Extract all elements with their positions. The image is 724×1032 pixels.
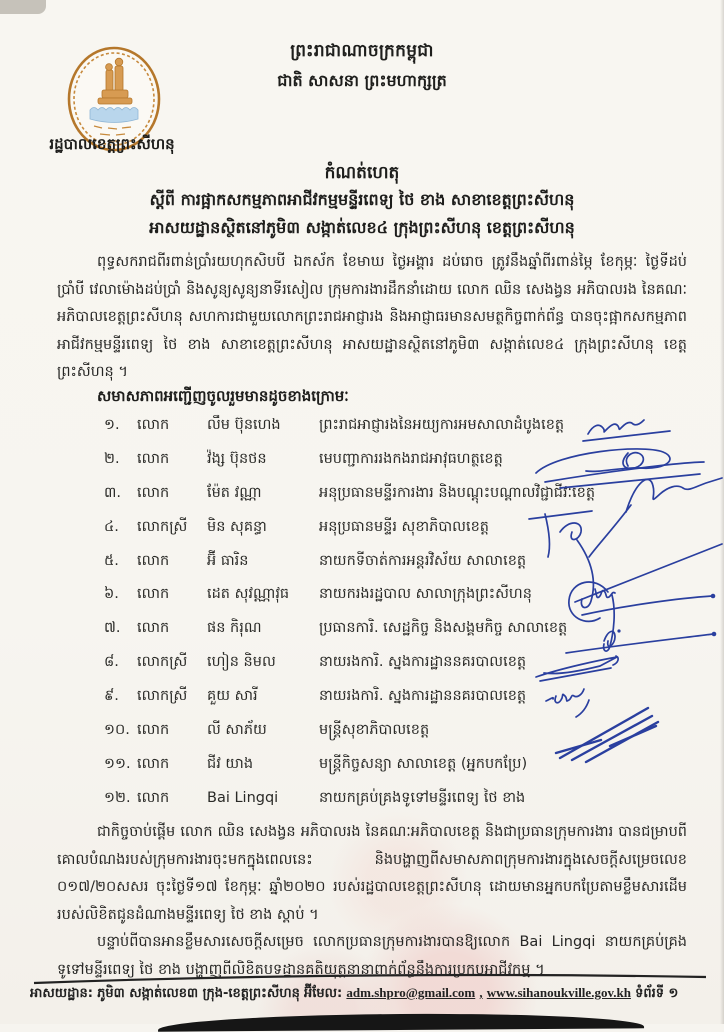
attendee-position: មន្ត្រីសុខាភិបាលខេត្ត bbox=[319, 722, 430, 739]
issuer-name: រដ្ឋបាលខេត្តព្រះសីហនុ bbox=[49, 135, 175, 153]
attendee-honorific: លោក bbox=[137, 755, 170, 772]
attendee-position: អនុប្រធានមន្ទីរការងារ និងបណ្តុះបណ្តាលវិជ្ជាជីវៈខេត្ត bbox=[319, 484, 596, 501]
subject-line1: ស្តីពី ការផ្អាកសកម្មភាពអាជីវកម្មមន្ទីរពេទ្យ ថៃ ខាង សាខាខេត្តព្រះសីហនុ bbox=[149, 190, 575, 209]
opening-paragraph: ពុទ្ធសករាជពីរពាន់ប្រាំរយហុកសិបបី ឯកស័ក ខែមាឃ ថ្ងៃអង្គារ ដប់រោច ត្រូវនឹងឆ្នាំពីរពាន់ម្ភៃ ខែកុម្ភៈ ថ្ងៃទីដប់ប្រាំបី វេលាម៉ោងដប់ប្រាំ និងសូន្យសូន្យនាទីរសៀល ក្រុមការងារដឹកនាំដោយ លោក ឈិន សេងង្វន អភិបាលរង នៃគណៈអភិបាលខេត្តព្រះសីហនុ សហការជាមួយលោកព្រះរាជអាជ្ញារង និងអាជ្ញាធរមានសមត្ថកិច្ចពាក់ព័ន្ធ បានចុះផ្អាកសកម្មភាពអាជីវកម្មមន្ទីរពេទ្យ ថៃ ខាង សាខាខេត្តព្រះសីហនុ អាសយដ្ឋានស្ថិតនៅភូមិ៣ សង្កាត់លេខ៤ ក្រុងព្រះសីហនុ ខេត្តព្រះសីហនុ ។ bbox=[57, 254, 687, 380]
attendee-number: ១០. bbox=[104, 722, 130, 739]
attendee-position: នាយកគ្រប់គ្រងទូទៅមន្ទីរពេទ្យ ថៃ ខាង bbox=[319, 789, 526, 806]
attendee-number: ១. bbox=[104, 417, 120, 433]
attendee-position: នាយកទីចាត់ការអន្តរវិស័យ សាលាខេត្ត bbox=[319, 552, 527, 569]
attendee-name: គួយ សារី bbox=[207, 688, 258, 705]
attendee-number: ៧. bbox=[104, 620, 121, 637]
attendee-name: វ៉ង្ស ប៊ុនថន bbox=[207, 450, 267, 467]
attendee-number: ៨. bbox=[104, 654, 119, 671]
website-text: www.sihanoukville.gov.kh bbox=[486, 985, 631, 1000]
subject-line2: អាសយដ្ឋានស្ថិតនៅភូមិ៣ សង្កាត់លេខ៤ ក្រុងព្រះសីហនុ ខេត្តព្រះសីហនុ bbox=[149, 218, 575, 237]
attendee-number: ៥. bbox=[104, 552, 119, 569]
attendee-number: ៣. bbox=[104, 484, 121, 501]
attendee-name: មិន សុគន្ធា bbox=[207, 518, 267, 535]
attendee-number: ២. bbox=[104, 450, 120, 467]
attendee-honorific: លោកស្រី bbox=[137, 654, 188, 671]
address-text: ភូមិ៣ សង្កាត់លេខ៣ ក្រុង-ខេត្តព្រះសីហនុ bbox=[97, 986, 300, 1001]
email-label: អ៊ីមែល: bbox=[304, 986, 343, 1001]
attendee-name: ផន កិរុណ bbox=[207, 620, 262, 637]
attendee-position: មេបញ្ជាការរងកងរាជអាវុធហត្ថខេត្ត bbox=[319, 450, 503, 467]
attendee-name: ម៉ែត វណ្ណា bbox=[207, 484, 262, 501]
page-number: ទំព័រទី ១ bbox=[635, 986, 679, 1001]
attendee-honorific: លោក bbox=[137, 722, 170, 739]
attendee-number: ១១. bbox=[104, 755, 131, 772]
separator-comma: , bbox=[479, 985, 483, 1000]
document-type-title: កំណត់ហេតុ bbox=[324, 163, 400, 183]
attendee-name: អ៊ី ធារិន bbox=[207, 552, 249, 569]
kingdom-motto-line1: ព្រះរាជាណាចក្រកម្ពុជា bbox=[290, 41, 434, 61]
attendee-number: ៩. bbox=[104, 688, 119, 705]
email-text: adm.shpro@gmail.com bbox=[346, 985, 476, 1000]
attendee-position: អនុប្រធានមន្ទីរ សុខាភិបាលខេត្ត bbox=[319, 518, 489, 535]
attendee-honorific: លោក bbox=[137, 586, 170, 603]
footer bbox=[30, 985, 706, 1004]
kingdom-motto-line2: ជាតិ សាសនា ព្រះមហាក្សត្រ bbox=[277, 71, 447, 90]
attendee-honorific: លោក bbox=[137, 417, 170, 433]
attendee-honorific: លោក bbox=[137, 552, 170, 569]
attendee-honorific: លោក bbox=[137, 620, 170, 637]
attendee-name: Bai Lingqi bbox=[207, 789, 279, 806]
attendee-position: នាយរងការិ. ស្នងការដ្ឋាននគរបាលខេត្ត bbox=[319, 688, 527, 705]
attendee-number: ៤. bbox=[104, 518, 119, 535]
attendee-number: ១២. bbox=[104, 789, 131, 806]
attendee-honorific: លោក bbox=[137, 450, 170, 467]
attendee-honorific: លោកស្រី bbox=[137, 688, 188, 705]
attendees-intro: សមាសភាពអញ្ជើញចូលរួមមានដូចខាងក្រោមៈ bbox=[97, 387, 349, 405]
attendee-name: លី សាភ័យ bbox=[207, 722, 267, 739]
closing-paragraph: បន្ទាប់ពីបានអានខ្លឹមសារសេចក្តីសម្រេច លោកប្រធានក្រុមការងារបានឱ្យលោក Bai Lingqi នាយកគ្រប់គ្រងទូទៅមន្ទីរពេទ្យ ថៃ ខាង បង្ហាញពីលិខិតបទដ្ឋានគតិយុត្តនានាពាក់ព័ន្ធនឹងការប្រកបអាជីវកម្ម ។ bbox=[57, 934, 687, 978]
attendee-name: ហៀន និមល bbox=[207, 654, 276, 671]
attendee-name: ជីវ យាង bbox=[207, 755, 254, 772]
attendee-position: មន្ត្រីកិច្ចសន្យា សាលាខេត្ត (អ្នកបកប្រែ) bbox=[319, 755, 528, 772]
attendee-position: ប្រធានការិ. សេដ្ឋកិច្ច និងសង្គមកិច្ច សាលាខេត្ត bbox=[319, 620, 568, 637]
attendee-honorific: លោកស្រី bbox=[137, 518, 188, 535]
proceedings-paragraph: ជាកិច្ចចាប់ផ្តើម លោក ឈិន សេងង្វន អភិបាលរង នៃគណៈអភិបាលខេត្ត និងជាប្រធានក្រុមការងារ បានជម្រាបពីគោលបំណងរបស់ក្រុមការងារចុះមកក្នុងពេលនេះ និងបង្ហាញពីសមាសភាពក្រុមការងារក្នុងសេចក្តីសម្រេចលេខ ០១៧/២០សសរ ចុះថ្ងៃទី១៧ ខែកុម្ភៈ ឆ្នាំ២០២០ របស់រដ្ឋបាលខេត្តព្រះសីហនុ ដោយមានអ្នកបកប្រែតាមខ្លឹមសារដើមរបស់លិខិតជូនដំណាងមន្ទីរពេទ្យ ថៃ ខាង ស្តាប់ ។ bbox=[57, 824, 687, 923]
attendee-position: នាយករងរដ្ឋបាល សាលាក្រុងព្រះសីហនុ bbox=[319, 586, 532, 603]
attendee-number: ៦. bbox=[104, 586, 119, 603]
attendee-honorific: លោក bbox=[137, 789, 170, 806]
attendee-honorific: លោក bbox=[137, 484, 170, 501]
attendee-name: លឹម ប៊ុនហេង bbox=[207, 417, 281, 433]
attendee-name: ដេត សុវណ្ណាវុធ bbox=[207, 586, 290, 603]
address-label: អាសយដ្ឋាន: bbox=[30, 986, 93, 1001]
attendee-position: ព្រះរាជអាជ្ញារងនៃអយ្យការអមសាលាដំបូងខេត្ត bbox=[319, 417, 565, 433]
attendee-position: នាយរងការិ. ស្នងការដ្ឋាននគរបាលខេត្ត bbox=[319, 654, 527, 671]
